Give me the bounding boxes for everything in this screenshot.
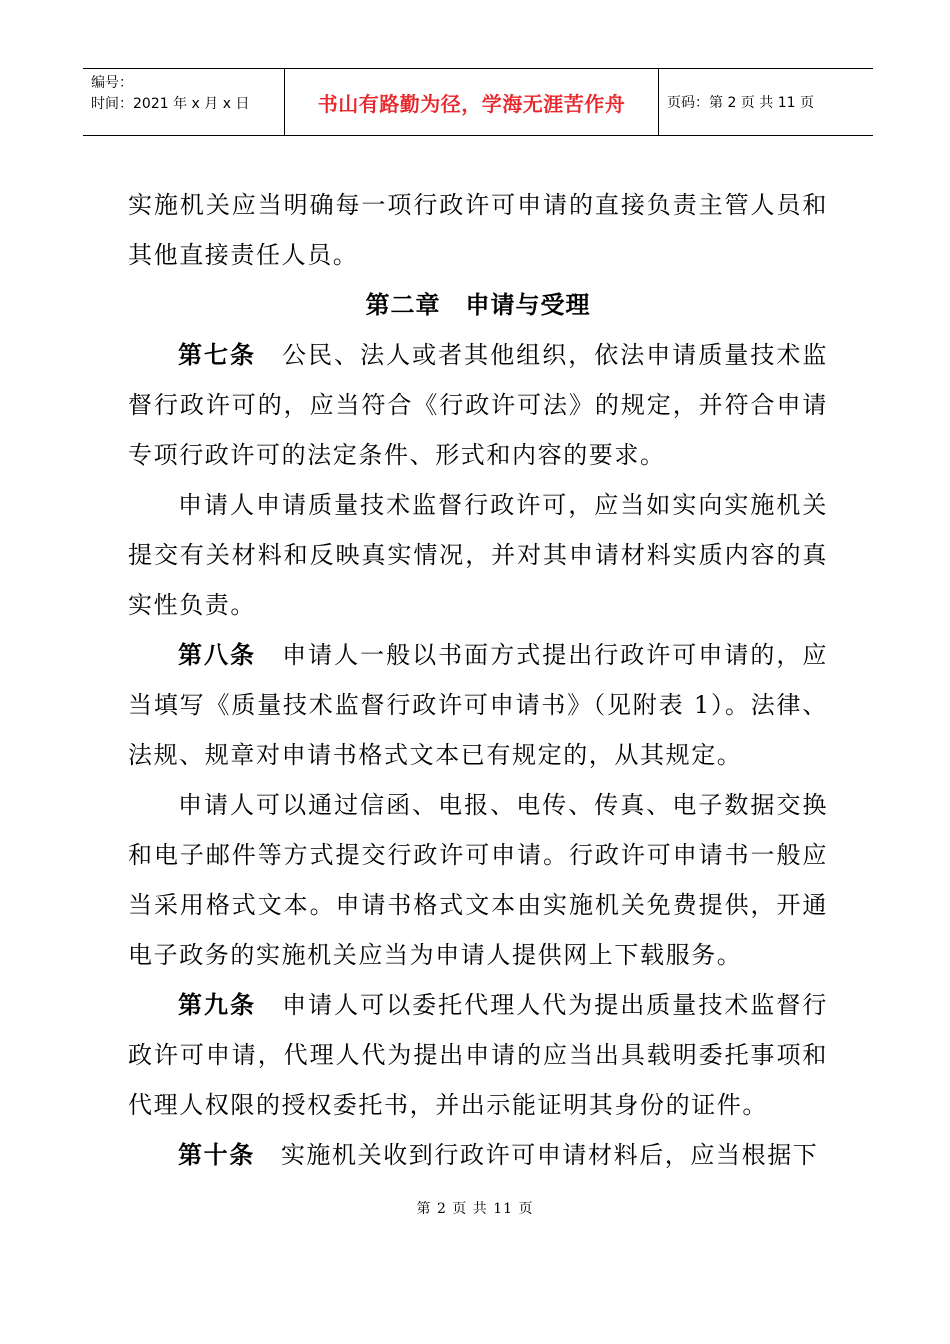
document-body [128, 180, 828, 1180]
page-header [83, 68, 873, 136]
page-footer: 第 2 页 共 11 页 [416, 1201, 534, 1217]
document-time-label: 时间：2021 年 x 月 x 日 [91, 96, 250, 112]
article-text: 实施机关收到行政许可申请材料后，应当根据下 [280, 1141, 819, 1169]
article-9 [128, 980, 828, 1130]
article-label: 第九条 [178, 991, 257, 1019]
article-label: 第七条 [178, 341, 257, 369]
paragraph: 实施机关应当明确每一项行政许可申请的直接负责主管人员和其他直接责任人员。 [128, 191, 828, 269]
chapter-title: 第二章 申请与受理 [365, 291, 591, 319]
article-10 [128, 1130, 828, 1180]
article-label: 第十条 [178, 1141, 255, 1169]
article-7 [128, 330, 828, 480]
document-number-label: 编号： [91, 75, 133, 91]
article-text: 申请人可以委托代理人代为提出质量技术监督行政许可申请，代理人代为提出申请的应当出具载明委托事项和代理人权限的授权委托书，并出示能证明其身份的证件。 [128, 991, 828, 1119]
header-meta [83, 69, 285, 135]
article-text: 公民、法人或者其他组织，依法申请质量技术监督行政许可的，应当符合《行政许可法》的规定，并符合申请专项行政许可的法定条件、形式和内容的要求。 [128, 341, 828, 469]
article-label: 第八条 [178, 641, 257, 669]
paragraph: 申请人可以通过信函、电报、电传、传真、电子数据交换和电子邮件等方式提交行政许可申请。行政许可申请书一般应当采用格式文本。申请书格式文本由实施机关免费提供，开通电子政务的实施机关应当为申请人提供网上下载服务。 [128, 791, 828, 969]
article-8 [128, 630, 828, 780]
article-text: 申请人一般以书面方式提出行政许可申请的，应当填写《质量技术监督行政许可申请书》（见附表 1）。法律、法规、规章对申请书格式文本已有规定的，从其规定。 [128, 641, 828, 769]
header-motto: 书山有路勤为径，学海无涯苦作舟 [285, 69, 659, 135]
header-page-label: 页码：第 2 页 共 11 页 [667, 95, 814, 111]
paragraph: 申请人申请质量技术监督行政许可，应当如实向实施机关提交有关材料和反映真实情况，并对其申请材料实质内容的真实性负责。 [128, 491, 828, 619]
